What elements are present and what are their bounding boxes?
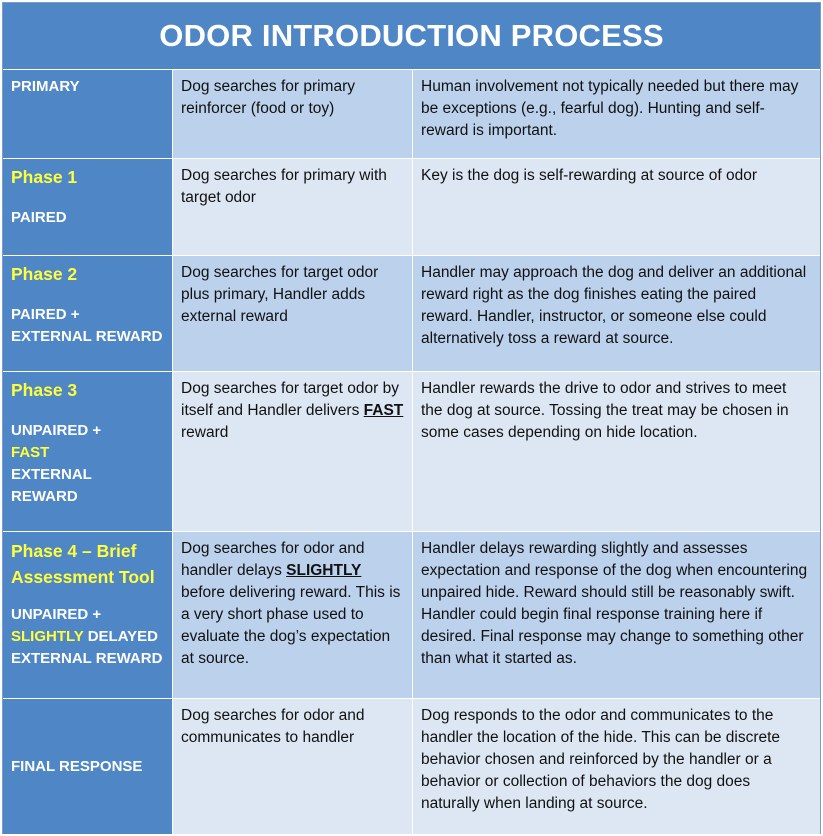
table-row-phase-3 bbox=[3, 372, 820, 532]
phase-label-rest: DELAYED bbox=[87, 628, 159, 645]
phase-label-delayed bbox=[11, 626, 164, 648]
table-row-phase-2 bbox=[3, 256, 820, 372]
description-text: Dog searches for odor and handler delays bbox=[181, 540, 365, 579]
phase-label-line-2: EXTERNAL bbox=[11, 466, 92, 483]
phase-label: PAIRED bbox=[11, 209, 67, 226]
stage-cell bbox=[3, 159, 173, 255]
odor-introduction-table bbox=[2, 2, 821, 834]
description-text: Dog searches for target odor by itself and Handler delivers bbox=[181, 380, 399, 419]
phase-title: Phase 1 bbox=[11, 167, 78, 187]
description-emphasis: SLIGHTLY bbox=[286, 562, 362, 579]
description-cell: Dog searches for primary reinforcer (food or toy) bbox=[173, 70, 413, 158]
notes-cell: Handler may approach the dog and deliver an additional reward right as the dog finishes eating the paired reward. Handler, instructor, or someone else could alternatively toss a reward at source. bbox=[413, 256, 820, 371]
stage-label: FINAL RESPONSE bbox=[11, 757, 143, 775]
phase-label-highlight: SLIGHTLY bbox=[11, 628, 84, 645]
stage-label: PRIMARY bbox=[11, 78, 80, 95]
phase-label-line-1: UNPAIRED + bbox=[11, 606, 102, 623]
phase-title: Phase 3 bbox=[11, 380, 78, 400]
description-cell: Dog searches for odor and communicates to handler bbox=[173, 699, 413, 834]
phase-label-line-2: EXTERNAL REWARD bbox=[11, 650, 163, 667]
table-row-primary bbox=[3, 70, 820, 159]
phase-label-line-3: REWARD bbox=[11, 488, 78, 505]
stage-cell bbox=[3, 70, 173, 158]
table-row-final-response bbox=[3, 699, 820, 834]
phase-label-line-2: EXTERNAL REWARD bbox=[11, 328, 163, 345]
description-cell bbox=[173, 532, 413, 698]
phase-title: Phase 4 – Brief Assessment Tool bbox=[11, 541, 155, 587]
table-title: ODOR INTRODUCTION PROCESS bbox=[3, 3, 820, 70]
notes-cell: Handler delays rewarding slightly and assesses expectation and response of the dog when encountering unpaired hide. Reward should still be reasonably swift. Handler could begin final response training here if desired. Final response may change to something other than what it started as. bbox=[413, 532, 820, 698]
description-emphasis: FAST bbox=[363, 402, 404, 419]
notes-cell: Human involvement not typically needed but there may be exceptions (e.g., fearful dog). Hunting and self-reward is important. bbox=[413, 70, 820, 158]
stage-cell bbox=[3, 532, 173, 698]
description-text-end: reward bbox=[181, 424, 229, 441]
description-cell bbox=[173, 372, 413, 531]
table-row-phase-1 bbox=[3, 159, 820, 256]
phase-label-highlight: FAST bbox=[11, 444, 50, 461]
notes-cell: Dog responds to the odor and communicates to the handler the location of the hide. This can be discrete behavior chosen and reinforced by the handler or a behavior or collection of behaviors the dog does naturally when landing at source. bbox=[413, 699, 820, 834]
phase-label-line-1: UNPAIRED + bbox=[11, 422, 102, 439]
description-cell: Dog searches for target odor plus primary, Handler adds external reward bbox=[173, 256, 413, 371]
description-text-end: before delivering reward. This is a very short phase used to evaluate the dog’s expectation at source. bbox=[181, 584, 401, 667]
description-cell: Dog searches for primary with target odor bbox=[173, 159, 413, 255]
stage-cell bbox=[3, 372, 173, 531]
notes-cell: Handler rewards the drive to odor and strives to meet the dog at source. Tossing the treat may be chosen in some cases depending on hide location. bbox=[413, 372, 820, 531]
notes-cell: Key is the dog is self-rewarding at source of odor bbox=[413, 159, 820, 255]
table-row-phase-4 bbox=[3, 532, 820, 699]
phase-title: Phase 2 bbox=[11, 264, 78, 284]
stage-cell bbox=[3, 256, 173, 371]
phase-label-line-1: PAIRED + bbox=[11, 306, 80, 323]
stage-cell bbox=[3, 699, 173, 834]
